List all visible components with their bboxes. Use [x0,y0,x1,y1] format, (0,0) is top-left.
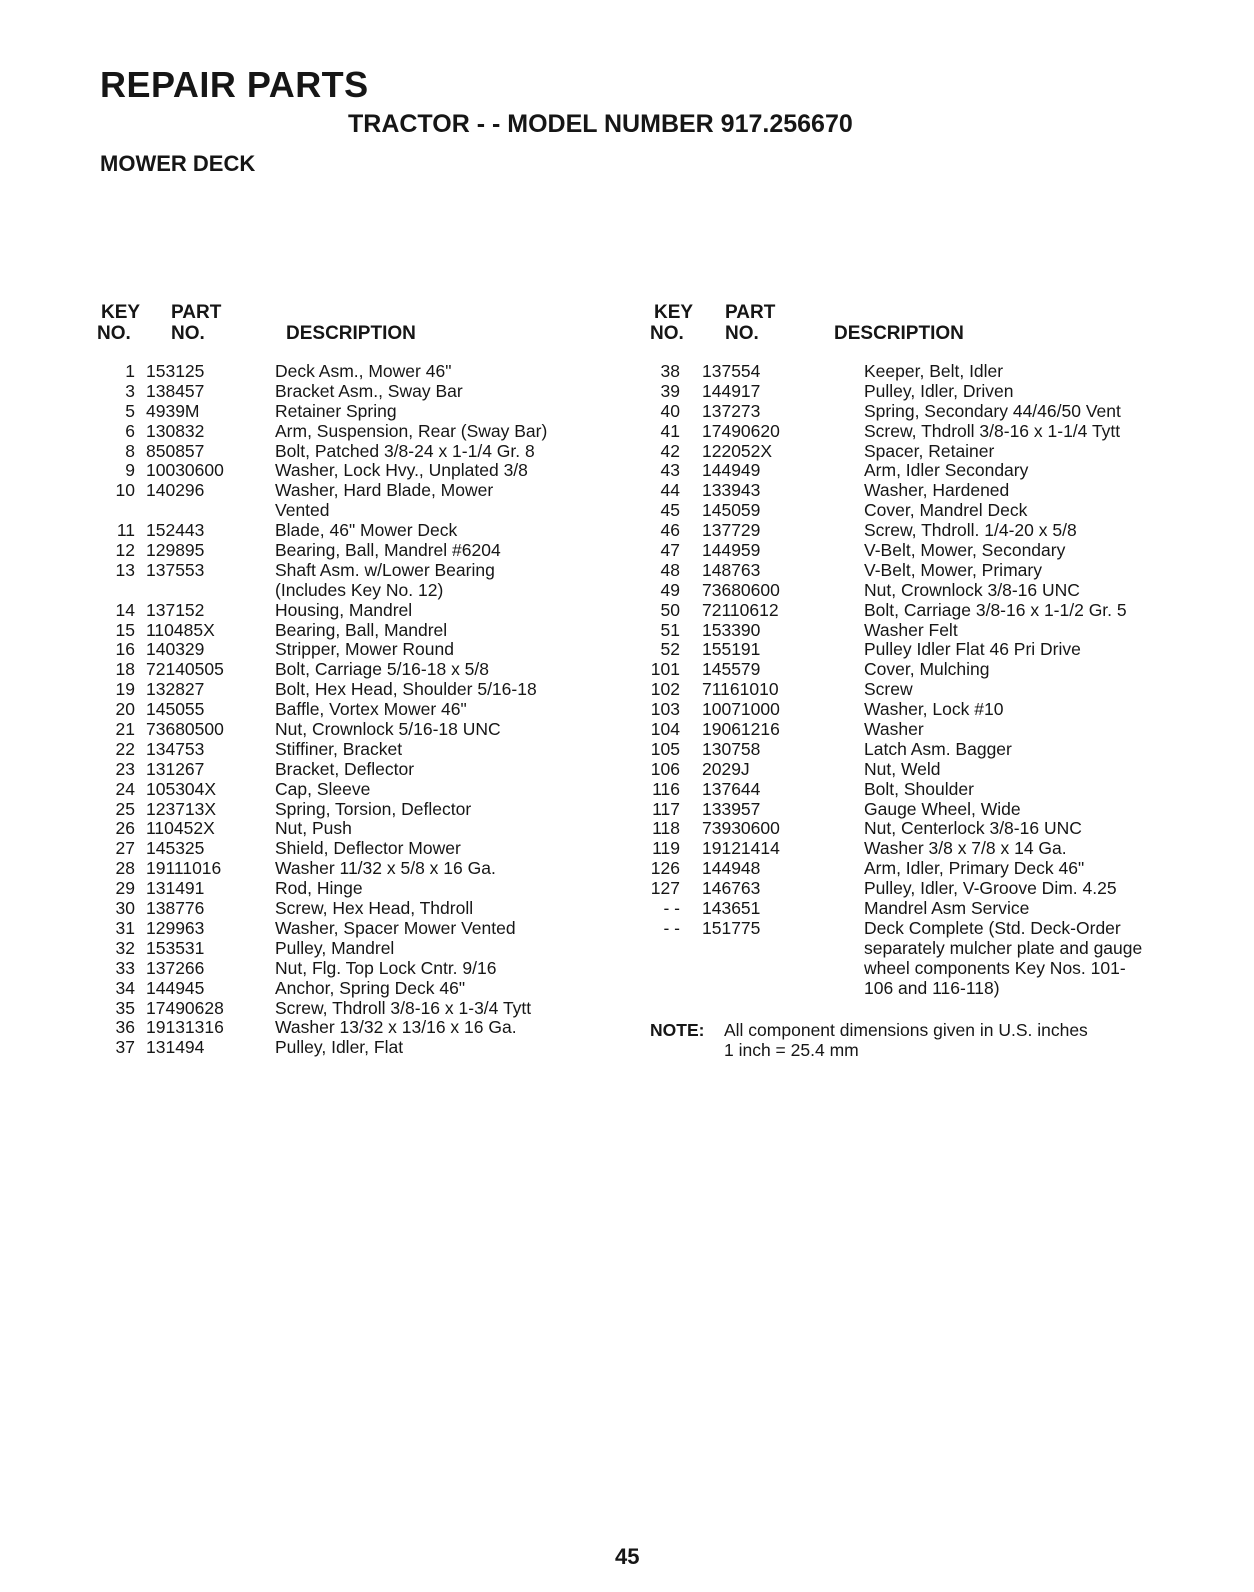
note-line-1: All component dimensions given in U.S. inches [724,1019,1088,1040]
parts-row [650,919,1210,939]
part-description: Pulley, Idler, Driven [864,380,1014,401]
part-number: 132827 [146,679,205,700]
part-description: Washer 11/32 x 5/8 x 16 Ga. [275,858,496,879]
parts-row [650,561,1210,581]
parts-row [97,839,647,859]
key-number: 103 [650,699,680,720]
part-description: Mandrel Asm Service [864,898,1030,919]
key-number: 106 [650,758,680,779]
part-number: 153390 [702,619,761,640]
parts-row [97,939,647,959]
parts-row [650,461,1210,481]
part-description: Bolt, Shoulder [864,778,974,799]
key-number: 24 [115,778,135,799]
description-header: DESCRIPTION [286,323,416,344]
parts-row [97,660,647,680]
parts-row [650,640,1210,660]
key-number: 52 [660,639,680,660]
parts-row [650,501,1210,521]
part-description: Housing, Mandrel [275,599,413,620]
part-number: 10030600 [146,460,224,481]
parts-row [97,402,647,422]
parts-row [97,899,647,919]
part-description: Vented [275,500,330,521]
parts-row [650,362,1210,382]
key-number: 15 [115,619,135,640]
part-description: Keeper, Belt, Idler [864,361,1004,381]
parts-row [97,621,647,641]
part-number: 105304X [146,778,217,799]
key-number: 50 [660,599,680,620]
key-number: 126 [650,858,680,879]
part-description: Pulley, Idler, V-Groove Dim. 4.25 [864,878,1117,899]
section-heading: MOWER DECK [100,151,256,176]
key-number: 31 [115,917,135,938]
parts-row [650,819,1210,839]
part-number: 131494 [146,1037,205,1058]
part-header-bottom: NO. [171,323,205,344]
parts-row [97,1018,647,1038]
part-number: 137266 [146,957,205,978]
parts-row [650,740,1210,760]
key-number: 11 [116,520,135,541]
part-description: Washer, Hardened [864,480,1010,501]
key-number: 34 [115,977,135,998]
key-number: 23 [115,758,135,779]
part-description: Deck Complete (Std. Deck-Order [864,917,1121,938]
part-number: 129895 [146,540,205,561]
part-number: 130832 [146,420,205,441]
parts-row [650,680,1210,700]
key-number: 119 [652,838,680,859]
key-number: 47 [660,540,680,561]
column-header [650,302,1210,362]
part-number: 131491 [146,878,205,899]
part-description: (Includes Key No. 12) [275,579,444,600]
part-description: Cover, Mandrel Deck [864,500,1028,521]
part-description: Bolt, Patched 3/8-24 x 1-1/4 Gr. 8 [275,440,535,461]
part-number: 145059 [702,500,761,521]
key-number: 117 [652,798,680,819]
parts-row [650,422,1210,442]
part-description: Deck Asm., Mower 46" [275,361,452,381]
key-number: 118 [652,818,680,839]
parts-row [650,879,1210,899]
parts-row [97,561,647,581]
part-description: Screw, Hex Head, Thdroll [275,898,474,919]
parts-row [97,800,647,820]
part-description: Washer [864,719,924,740]
part-number: 145055 [146,699,205,720]
part-description: Washer Felt [864,619,958,640]
parts-row [97,740,647,760]
part-number [680,979,864,999]
part-description: Bearing, Ball, Mandrel [275,619,448,640]
key-number: 42 [660,440,680,461]
parts-row [650,959,1210,979]
part-number: 153125 [146,361,205,381]
key-number: 5 [125,400,135,421]
parts-row [97,442,647,462]
key-number: 116 [652,778,680,799]
part-number: 145579 [702,659,761,680]
part-description: Washer, Lock Hvy., Unplated 3/8 [275,460,528,481]
parts-row [97,461,647,481]
parts-column-right [650,302,1210,1060]
parts-row [650,760,1210,780]
key-number: 105 [650,738,680,759]
parts-row [650,521,1210,541]
part-description: Retainer Spring [275,400,397,421]
parts-row [97,581,647,601]
part-number [135,501,275,521]
part-number: 131267 [146,758,205,779]
parts-row [97,780,647,800]
key-number: 51 [660,619,680,640]
part-header-bottom: NO. [725,323,759,344]
parts-row [650,382,1210,402]
part-number: 17490628 [146,997,224,1018]
key-number: 30 [115,898,135,919]
part-header-top: PART [171,302,222,323]
key-number: 101 [650,659,680,680]
key-number: 41 [660,420,680,441]
part-description: Screw, Thdroll. 1/4-20 x 5/8 [864,520,1077,541]
parts-row [650,402,1210,422]
part-number: 140296 [146,480,205,501]
part-description: Gauge Wheel, Wide [864,798,1021,819]
key-number [97,581,135,601]
parts-row [650,442,1210,462]
parts-row [97,700,647,720]
part-number: 130758 [702,738,761,759]
note-label: NOTE: [650,1019,705,1040]
parts-row [650,899,1210,919]
parts-row [97,640,647,660]
part-number: 146763 [702,878,761,899]
key-number: 38 [660,361,680,381]
part-number: 10071000 [702,699,780,720]
key-number [650,959,680,979]
key-number: 8 [125,440,135,461]
key-number: 40 [660,400,680,421]
key-number: 104 [650,719,680,740]
key-number: 14 [115,599,135,620]
parts-row [650,839,1210,859]
part-description: Nut, Push [275,818,352,839]
part-number: 144945 [146,977,205,998]
part-number [135,581,275,601]
part-number: 144959 [702,540,761,561]
part-number: 73680500 [146,719,224,740]
part-description: Washer, Lock #10 [864,699,1004,720]
parts-row [97,481,647,501]
key-number: 13 [115,559,135,580]
part-number: 137729 [702,520,761,541]
key-header-bottom: NO. [97,323,131,344]
key-number: 12 [115,540,135,561]
part-number: 137152 [146,599,205,620]
parts-row [650,700,1210,720]
key-header-top: KEY [101,302,141,323]
part-description: Washer, Spacer Mower Vented [275,917,516,938]
page-number: 45 [615,1544,640,1569]
part-description: Arm, Idler Secondary [864,460,1029,481]
part-header-top: PART [725,302,776,323]
key-number: 28 [115,858,135,879]
parts-row [97,959,647,979]
part-description: Screw [864,679,913,700]
part-number: 129963 [146,917,205,938]
part-number: 73930600 [702,818,780,839]
part-description: Stiffiner, Bracket [275,738,403,759]
part-description: wheel components Key Nos. 101- [864,957,1126,978]
parts-row [650,481,1210,501]
part-number: 133957 [702,798,761,819]
part-number: 19131316 [146,1017,224,1038]
part-number: 148763 [702,559,761,580]
parts-list [650,362,1210,999]
key-number: 46 [660,520,680,541]
model-subtitle: TRACTOR - - MODEL NUMBER 917.256670 [348,110,853,138]
part-description: Bolt, Carriage 5/16-18 x 5/8 [275,659,490,680]
part-number: 72110612 [702,599,779,620]
part-number: 145325 [146,838,205,859]
part-number: 110485X [146,619,215,640]
part-number: 19061216 [702,719,780,740]
part-description: Spacer, Retainer [864,440,995,461]
key-number: 22 [115,738,135,759]
part-description: Bolt, Carriage 3/8-16 x 1-1/2 Gr. 5 [864,599,1127,620]
key-number [97,501,135,521]
page-title: REPAIR PARTS [100,64,369,105]
key-number: 37 [115,1037,135,1058]
part-number: 155191 [702,639,761,660]
part-number: 17490620 [702,420,780,441]
part-number: 72140505 [146,659,224,680]
part-number: 151775 [702,917,761,938]
parts-row [650,601,1210,621]
parts-row [650,939,1210,959]
key-number: 33 [115,957,135,978]
parts-row [97,919,647,939]
parts-row [97,1038,647,1058]
part-description: Nut, Crownlock 5/16-18 UNC [275,719,501,740]
part-description: Rod, Hinge [275,878,363,899]
key-number: 18 [115,659,135,680]
key-number: 102 [650,679,680,700]
part-description: Bracket, Deflector [275,758,415,779]
parts-row [97,521,647,541]
part-description: Screw, Thdroll 3/8-16 x 1-3/4 Tytt [275,997,532,1018]
part-number: 850857 [146,440,205,461]
part-number: 133943 [702,480,761,501]
key-number [650,979,680,999]
key-number: 26 [115,818,135,839]
key-number: 20 [115,699,135,720]
part-number: 2029J [702,758,750,779]
part-description: Cover, Mulching [864,659,990,680]
part-description: Screw, Thdroll 3/8-16 x 1-1/4 Tytt [864,420,1121,441]
parts-row [650,581,1210,601]
parts-row [650,979,1210,999]
key-header-bottom: NO. [650,323,684,344]
part-number: 123713X [146,798,217,819]
part-number: 143651 [702,898,761,919]
parts-row [650,859,1210,879]
parts-row [97,819,647,839]
part-description: Shaft Asm. w/Lower Bearing [275,559,495,580]
part-description: Nut, Weld [864,758,941,779]
parts-row [650,780,1210,800]
parts-row [97,541,647,561]
key-number: 29 [115,878,135,899]
key-number [650,939,680,959]
key-number: 35 [115,997,135,1018]
key-number: 10 [115,480,135,501]
part-description: Shield, Deflector Mower [275,838,461,859]
part-description: Anchor, Spring Deck 46" [275,977,466,998]
part-description: Spring, Secondary 44/46/50 Vent [864,400,1121,421]
part-number: 110452X [146,818,215,839]
part-description: Arm, Idler, Primary Deck 46" [864,858,1085,879]
part-description: Washer 3/8 x 7/8 x 14 Ga. [864,838,1067,859]
part-description: Spring, Torsion, Deflector [275,798,472,819]
parts-row [650,660,1210,680]
part-description: Arm, Suspension, Rear (Sway Bar) [275,420,548,441]
part-number: 137553 [146,559,205,580]
key-number: 9 [125,460,135,481]
part-description: Washer 13/32 x 13/16 x 16 Ga. [275,1017,517,1038]
parts-row [97,720,647,740]
part-number: 71161010 [702,679,779,700]
part-number: 138457 [146,380,205,401]
part-number: 19121414 [702,838,780,859]
parts-row [97,422,647,442]
part-description: V-Belt, Mower, Secondary [864,540,1066,561]
part-description: Pulley Idler Flat 46 Pri Drive [864,639,1081,660]
key-number: 43 [660,460,680,481]
parts-row [97,501,647,521]
key-number: 3 [125,380,135,401]
part-description: Bolt, Hex Head, Shoulder 5/16-18 [275,679,537,700]
part-description: Bracket Asm., Sway Bar [275,380,463,401]
part-number: 137554 [702,361,761,381]
key-number: 6 [125,420,135,441]
dimension-note [650,1020,1210,1060]
description-header: DESCRIPTION [834,323,964,344]
part-description: Cap, Sleeve [275,778,371,799]
part-number: 134753 [146,738,205,759]
part-number: 140329 [146,639,205,660]
parts-row [650,621,1210,641]
part-number [680,959,864,979]
key-number: 36 [115,1017,135,1038]
parts-row [97,859,647,879]
part-description: Pulley, Idler, Flat [275,1037,404,1058]
part-number: 4939M [146,400,200,421]
part-number: 73680600 [702,579,780,600]
key-header-top: KEY [654,302,694,323]
key-number: 44 [660,480,680,501]
parts-row [97,999,647,1019]
part-number: 138776 [146,898,205,919]
key-number: 39 [660,380,680,401]
key-number: - - [663,898,680,919]
part-number: 19111016 [146,858,222,879]
part-number: 144917 [702,380,761,401]
part-number: 153531 [146,937,205,958]
parts-row [97,601,647,621]
part-description: Stripper, Mower Round [275,639,454,660]
key-number: 25 [115,798,135,819]
parts-column-left [97,302,647,1058]
part-description: Baffle, Vortex Mower 46" [275,699,467,720]
note-line-2: 1 inch = 25.4 mm [724,1039,859,1060]
part-description: V-Belt, Mower, Primary [864,559,1042,580]
part-description: Nut, Crownlock 3/8-16 UNC [864,579,1080,600]
key-number: 27 [115,838,135,859]
key-number: 45 [660,500,680,521]
part-number: 122052X [702,440,773,461]
key-number: 127 [650,878,680,899]
part-description: Pulley, Mandrel [275,937,395,958]
key-number: 1 [125,361,135,381]
parts-row [650,541,1210,561]
key-number: 21 [115,719,135,740]
part-description: Latch Asm. Bagger [864,738,1012,759]
parts-row [97,362,647,382]
part-number: 137644 [702,778,761,799]
part-description: Washer, Hard Blade, Mower [275,480,494,501]
parts-list [97,362,647,1058]
key-number: 49 [660,579,680,600]
key-number: 16 [115,639,135,660]
part-description: separately mulcher plate and gauge [864,937,1143,958]
key-number: - - [663,917,680,938]
part-number: 144948 [702,858,761,879]
key-number: 19 [115,679,135,700]
part-description: 106 and 116-118) [864,977,1000,998]
part-description: Nut, Flg. Top Lock Cntr. 9/16 [275,957,497,978]
part-number: 152443 [146,520,205,541]
part-description: Nut, Centerlock 3/8-16 UNC [864,818,1082,839]
key-number: 32 [115,937,135,958]
part-number [680,939,864,959]
parts-row [97,879,647,899]
part-number: 137273 [702,400,761,421]
parts-row [97,382,647,402]
part-number: 144949 [702,460,761,481]
column-header [97,302,647,362]
parts-row [97,979,647,999]
key-number: 48 [660,559,680,580]
part-description: Bearing, Ball, Mandrel #6204 [275,540,501,561]
parts-row [97,680,647,700]
parts-row [650,800,1210,820]
parts-row [97,760,647,780]
part-description: Blade, 46" Mower Deck [275,520,458,541]
parts-row [650,720,1210,740]
